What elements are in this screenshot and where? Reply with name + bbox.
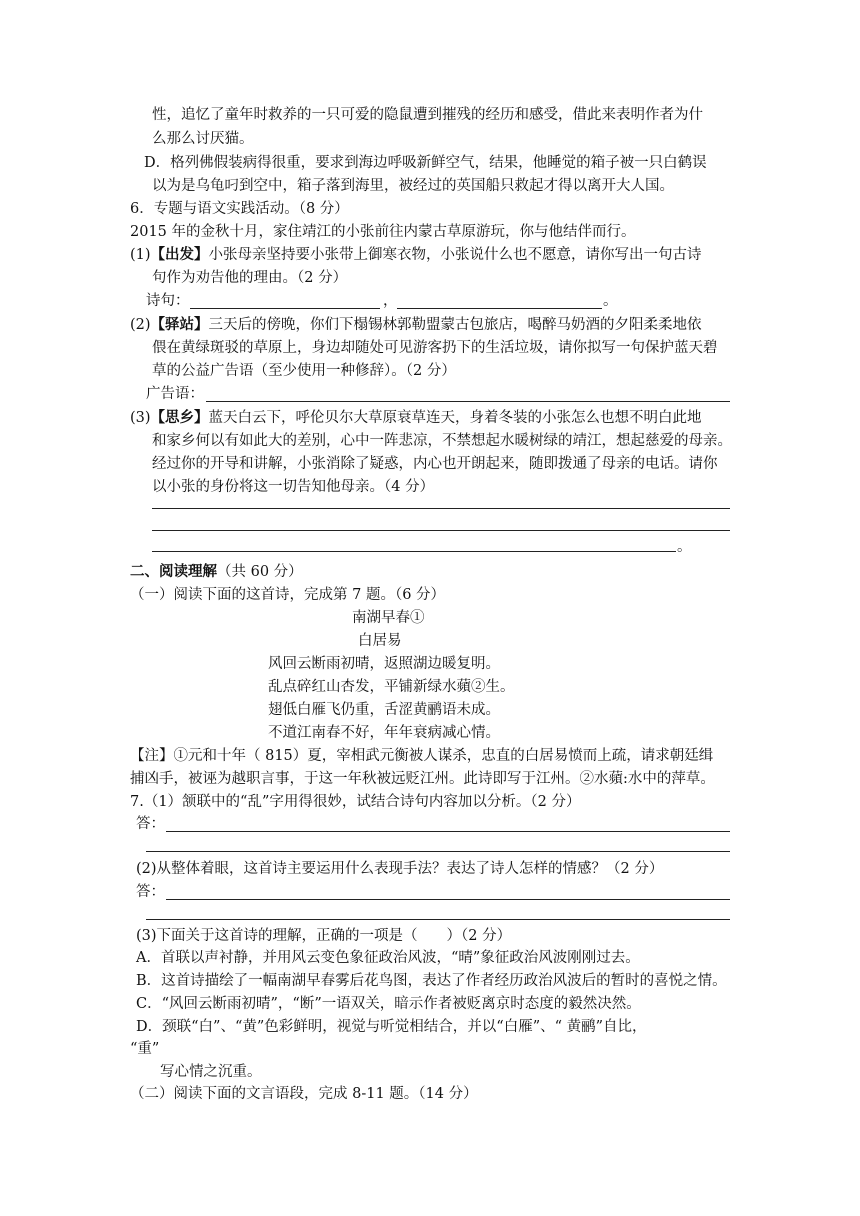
section-score: （共 60 分）	[217, 564, 303, 580]
option-d-continuation: “重”	[130, 1041, 160, 1057]
answer-label: 答：	[136, 884, 165, 900]
item-text: 三天后的傍晚，你们下榻锡林郭勒盟蒙古包旅店，喝醉马奶酒的夕阳柔柔地依	[208, 317, 702, 333]
poem-line: 翅低白雁飞仍重，舌涩黄鹂语未成。	[268, 702, 500, 718]
answer-label: 广告语：	[146, 386, 204, 402]
poem-title: 南湖早春①	[352, 610, 425, 626]
option-b: B．这首诗描绘了一幅南湖早春雾后花鸟图，表达了作者经历政治风波后的暂时的喜悦之情。	[136, 973, 727, 989]
item-tag: 【驿站】	[150, 316, 209, 333]
answer-blank[interactable]	[190, 308, 380, 309]
item-number: (1)	[130, 247, 151, 263]
answer-blank[interactable]	[152, 530, 730, 531]
answer-blank[interactable]	[152, 508, 730, 509]
item-tag: 【思乡】	[150, 409, 209, 426]
option-c-continuation: 性，追忆了童年时救养的一只可爱的隐鼠遭到摧残的经历和感受，借此来表明作者为什	[152, 107, 703, 123]
option-c: C．“风回云断雨初晴”，“断”一语双关，暗示作者被贬离京时态度的毅然决然。	[136, 996, 641, 1012]
item-text: 蓝天白云下，呼伦贝尔大草原衰草连天，身着冬装的小张怎么也想不明白此地	[208, 410, 702, 426]
question-6-heading: 6．专题与语文实践活动。（8 分）	[130, 201, 349, 217]
option-d: D．颈联“白”、“黄”色彩鲜明，视觉与听觉相结合，并以“白雁”、“ 黄鹂”自比，	[136, 1019, 647, 1035]
option-d-continuation: 以为是乌龟叼到空中，箱子落到海里，被经过的英国船只救起才得以离开大人国。	[152, 178, 674, 194]
answer-blank[interactable]	[397, 308, 602, 309]
question-6-3	[130, 407, 702, 429]
answer-blank[interactable]	[206, 401, 730, 402]
question-6-1	[130, 244, 702, 266]
question-6-3-continuation: 经过你的开导和讲解，小张消除了疑惑，内心也开朗起来，随即拨通了母亲的电话。请你	[152, 456, 718, 472]
question-6-intro: 2015 年的金秋十月，家住靖江的小张前往内蒙古草原游玩，你与他结伴而行。	[130, 224, 636, 240]
period: 。	[603, 293, 618, 309]
part-1-heading: （一）阅读下面的这首诗，完成第 7 题。（6 分）	[130, 587, 446, 603]
question-6-1-continuation: 句作为劝告他的理由。（2 分）	[152, 270, 348, 286]
question-6-3-continuation: 以小张的身份将这一切告知他母亲。（4 分）	[152, 479, 435, 495]
poem-line: 风回云断雨初晴，返照湖边暖复明。	[268, 656, 500, 672]
section-heading	[130, 561, 303, 583]
answer-blank[interactable]	[166, 831, 730, 832]
section-title: 二、阅读理解	[130, 563, 217, 580]
part-2-heading: （二）阅读下面的文言语段，完成 8-11 题。（14 分）	[130, 1086, 478, 1102]
answer-blank[interactable]	[152, 551, 676, 552]
question-7-1: 7.（1）颔联中的“乱”字用得很妙，试结合诗句内容加以分析。（2 分）	[130, 794, 581, 810]
item-text: 小张母亲坚持要小张带上御寒衣物，小张说什么也不愿意，请你写出一句古诗	[208, 247, 702, 263]
question-6-2-continuation: 偎在黄绿斑驳的草原上，身边却随处可见游客扔下的生活垃圾，请你拟写一句保护蓝天碧	[152, 340, 718, 356]
item-tag: 【出发】	[150, 246, 209, 263]
answer-blank[interactable]	[146, 919, 730, 920]
poem-author: 白居易	[358, 633, 402, 649]
question-7-2: (2)从整体着眼，这首诗主要运用什么表现手法？表达了诗人怎样的情感？（2 分）	[136, 861, 664, 877]
answer-label: 答：	[136, 816, 165, 832]
comma: ，	[383, 293, 398, 309]
period: 。	[677, 539, 692, 555]
option-c-continuation: 么那么讨厌猫。	[152, 131, 254, 147]
option-a: A．首联以声衬静，并用风云变色象征政治风波，“晴”象征政治风波刚刚过去。	[136, 950, 640, 966]
question-7-3: (3)下面关于这首诗的理解，正确的一项是（ ）（2 分）	[136, 928, 512, 944]
answer-label: 诗句：	[146, 293, 190, 309]
poem-note: 【注】①元和十年（ 815）夏，宰相武元衡被人谋杀，忠直的白居易愤而上疏，请求朝廷缉	[130, 748, 714, 764]
option-d: D．格列佛假装病得很重，要求到海边呼吸新鲜空气，结果，他睡觉的箱子被一只白鹤误	[144, 155, 707, 171]
question-6-2	[130, 314, 702, 336]
question-6-2-continuation: 草的公益广告语（至少使用一种修辞）。（2 分）	[152, 363, 456, 379]
item-number: (3)	[130, 410, 151, 426]
poem-line: 乱点碎红山杏发，平铺新绿水蘋②生。	[268, 679, 515, 695]
answer-blank[interactable]	[166, 899, 730, 900]
item-number: (2)	[130, 317, 151, 333]
poem-note-continuation: 捕凶手，被诬为越职言事，于这一年秋被远贬江州。此诗即写于江州。②水蘋:水中的萍草。	[130, 771, 715, 787]
answer-blank[interactable]	[146, 851, 730, 852]
option-d-continuation: 写心情之沉重。	[160, 1064, 262, 1080]
poem-line: 不道江南春不好，年年衰病减心情。	[268, 725, 500, 741]
question-6-3-continuation: 和家乡何以有如此大的差别，心中一阵悲凉，不禁想起水暖树绿的靖江，想起慈爱的母亲。	[152, 433, 732, 449]
